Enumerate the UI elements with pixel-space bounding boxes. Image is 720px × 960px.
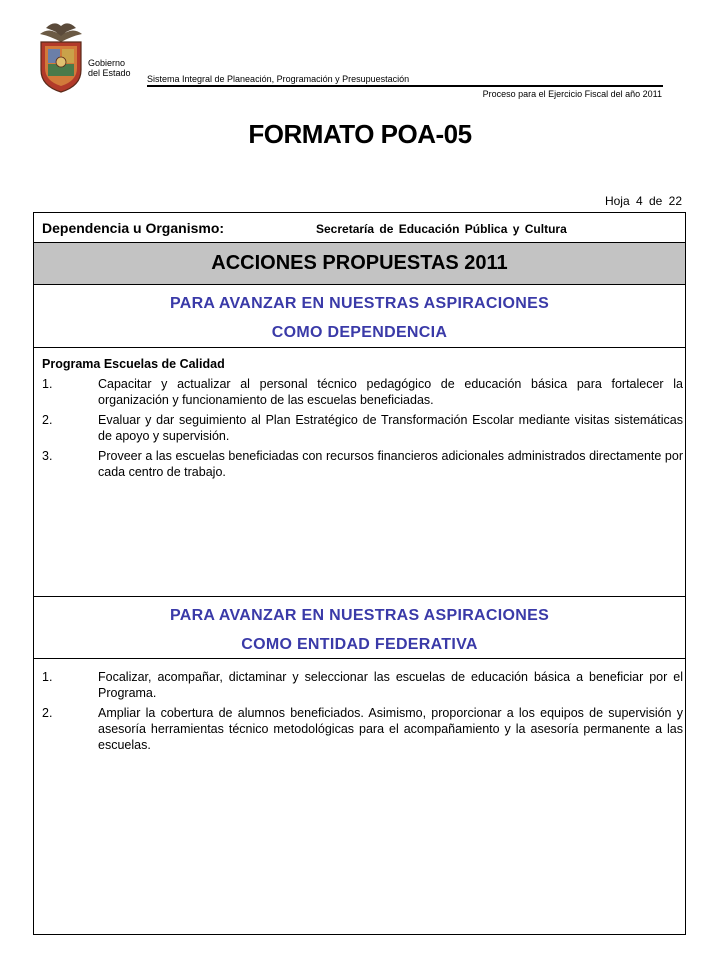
government-line1: Gobierno: [88, 58, 126, 68]
item-text: Capacitar y actualizar al personal técnico pedagógico de educación básica para fortalecer la organización y funcionamiento de las escuelas beneficiadas.: [98, 377, 683, 407]
section1-content: [42, 356, 683, 484]
state-coat-of-arms-logo: [36, 18, 86, 94]
actions-title: ACCIONES PROPUESTAS 2011: [34, 243, 685, 285]
dependency-label: Dependencia u Organismo:: [42, 220, 225, 236]
item-number: 2.: [42, 413, 53, 427]
section1-heading-line2: COMO DEPENDENCIA: [271, 324, 448, 341]
section2-heading: [34, 596, 685, 659]
section1-heading-line1: PARA AVANZAR EN NUESTRAS ASPIRACIONES: [169, 295, 550, 312]
section2-heading-line1: PARA AVANZAR EN NUESTRAS ASPIRACIONES: [169, 607, 550, 624]
item-number: 2.: [42, 706, 53, 720]
item-text: Proveer a las escuelas beneficiadas con recursos financieros adicionales administrados directamente por cada centro de trabajo.: [98, 449, 683, 479]
section2-content: [42, 669, 683, 757]
item-text: Focalizar, acompañar, dictaminar y seleccionar las escuelas de educación básica a beneficiar por el Programa.: [98, 670, 683, 700]
item-text: Evaluar y dar seguimiento al Plan Estratégico de Transformación Escolar mediante visitas sistemáticas de apoyo y supervisión.: [98, 413, 683, 443]
system-name: Sistema Integral de Planeación, Programación y Presupuestación: [147, 74, 410, 84]
item-number: 3.: [42, 449, 53, 463]
dependency-value: Secretaría de Educación Pública y Cultura: [316, 222, 567, 236]
item-text: Ampliar la cobertura de alumnos beneficiados. Asimismo, proporcionar a los equipos de supervisión y asesoría herramientas técnico metodológicas para el acompañamiento y la asesoría permanente a las escuelas.: [98, 706, 683, 752]
list-item: [42, 448, 683, 480]
list-item: [42, 669, 683, 701]
list-item: [42, 376, 683, 408]
process-label: Proceso para el Ejercicio Fiscal del año 2011: [482, 89, 662, 99]
program-title: Programa Escuelas de Calidad: [42, 357, 225, 371]
list-item: [42, 412, 683, 444]
government-line2: del Estado: [88, 68, 131, 78]
list-item: [42, 705, 683, 753]
sheet-counter: Hoja 4 de 22: [604, 194, 682, 208]
dependency-row: [34, 213, 685, 243]
header-divider: [147, 85, 663, 87]
section2-heading-line2: COMO ENTIDAD FEDERATIVA: [241, 636, 478, 653]
form-frame: [33, 212, 686, 935]
format-title: FORMATO POA-05: [248, 119, 472, 149]
government-label: [88, 58, 131, 78]
section1-heading: [34, 285, 685, 348]
item-number: 1.: [42, 670, 53, 684]
item-number: 1.: [42, 377, 53, 391]
